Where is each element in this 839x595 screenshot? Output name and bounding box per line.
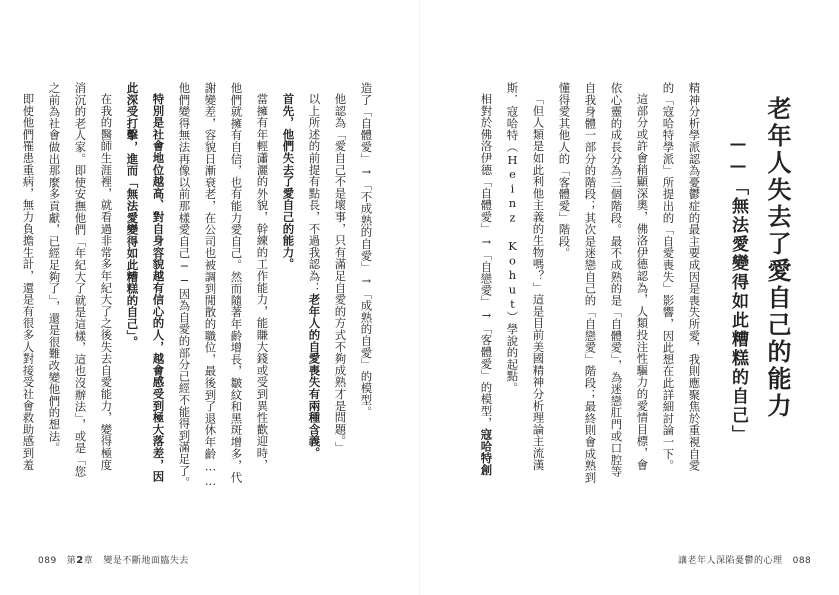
body-line-with-bold [307,93,322,459]
body-line-with-bold-tail [479,93,494,476]
gutter [419,0,420,595]
right-running-title: 讓老年人深陷憂鬱的心理 [678,556,783,566]
left-page-number: 089 [38,556,57,566]
body-line: 他們就擁有自信，也有能力愛自己。然而隨著年齡增長，皺紋和黑斑增多，代 [229,82,244,484]
bold-tail: 寇哈特創 [479,428,494,476]
body-line-bold: 首先，他們失去了愛自己的能力。 [281,93,296,270]
chapter-number: 2 [76,555,84,566]
bold-phrase: 老年人的自愛喪失有兩種含義。 [307,293,322,459]
body-line: 依心靈的成長分為三個階段。最不成熟的是「自體愛」，為迷戀肛門或口腔等 [609,82,624,478]
body-line: 謝變差，容貌日漸衰老，在公司也被調到閒散的職位，最後到了退休年齡…… [203,82,218,489]
chapter-subtitle: ——「無法愛變得如此糟糕的自己」 [728,134,748,444]
body-line-lead: 以上所述的前提有點長，不過我認為： [307,93,322,294]
body-line-bold: 特別是社會地位越高、對自身容貌越有信心的人，越會感受到極大落差，因 [151,93,166,483]
body-line: 之前為社會做出那麼多貢獻，已經足夠了」，還是很難改變他們的想法。 [47,82,62,454]
body-line-lead: 相對於佛洛伊德「自體愛」→「自戀愛」→「客體愛」的模型， [479,93,494,429]
chapter-running-title: 變是不斷地面臨失去 [103,556,189,566]
body-line: 「但人類是如此利他主義的生物嗎？」這是目前美國精神分析理論主流漢 [531,93,546,471]
body-line: 他們變得無法再像以前那樣愛自己──因為自愛的部分已經不能得到滿足了。 [177,82,192,489]
body-line-bold: 此深受打擊，進而「無法愛變得如此糟糕的自己」。 [125,82,140,348]
right-footer [678,553,811,566]
body-line: 他認為「愛自己不是壞事，只有滿足自愛的方式不夠成熟才是問題。」 [333,93,348,454]
right-page-number: 088 [792,556,812,566]
body-line: 這部分或許會稍顯深奧，佛洛伊德認為，人類投注性驅力的愛情目標，會 [635,93,650,471]
body-line: 懂得愛其他人的「客體愛」階段。 [557,82,572,259]
body-line: 在我的醫師生涯裡，就看過非常多年紀大了之後失去自愛能力，變得極度 [99,93,114,471]
left-footer [38,553,189,566]
body-line: 自我身體一部分的階段；其次是迷戀自己的「自戀愛」階段；最終則會成熟到 [583,82,598,484]
chapter-suffix: 章 [83,556,94,566]
body-line: 精神分析學派認為憂鬱症的最主要成因是喪失所愛，我則應聚焦於重視自愛 [687,82,702,472]
body-line: 的「寇哈特學派」所提出的「自愛喪失」影響，因此想在此詳細討論一下。 [661,82,676,472]
body-line: 消沉的老人家。即使安撫他們「年紀大了就是這樣，這也沒辦法」，或是「您 [73,82,88,478]
chapter-label: 第 [66,556,77,566]
body-line: 即使他們罹患重病，無力負擔生計，還是有很多人對接受社會救助感到羞 [21,93,36,471]
body-line: 造了「自體愛」→「不成熟的自愛」→「成熟的自愛」的模型。 [359,82,374,418]
body-line: 當擁有年輕瀟灑的外貌，幹練的工作能力，能賺大錢或受到異性歡迎時， [255,93,270,471]
body-line: 斯．寇哈特（Heinz Kohut）學說的起點。 [505,82,520,394]
chapter-title: 老年人失去了愛自己的能力 [763,96,792,420]
